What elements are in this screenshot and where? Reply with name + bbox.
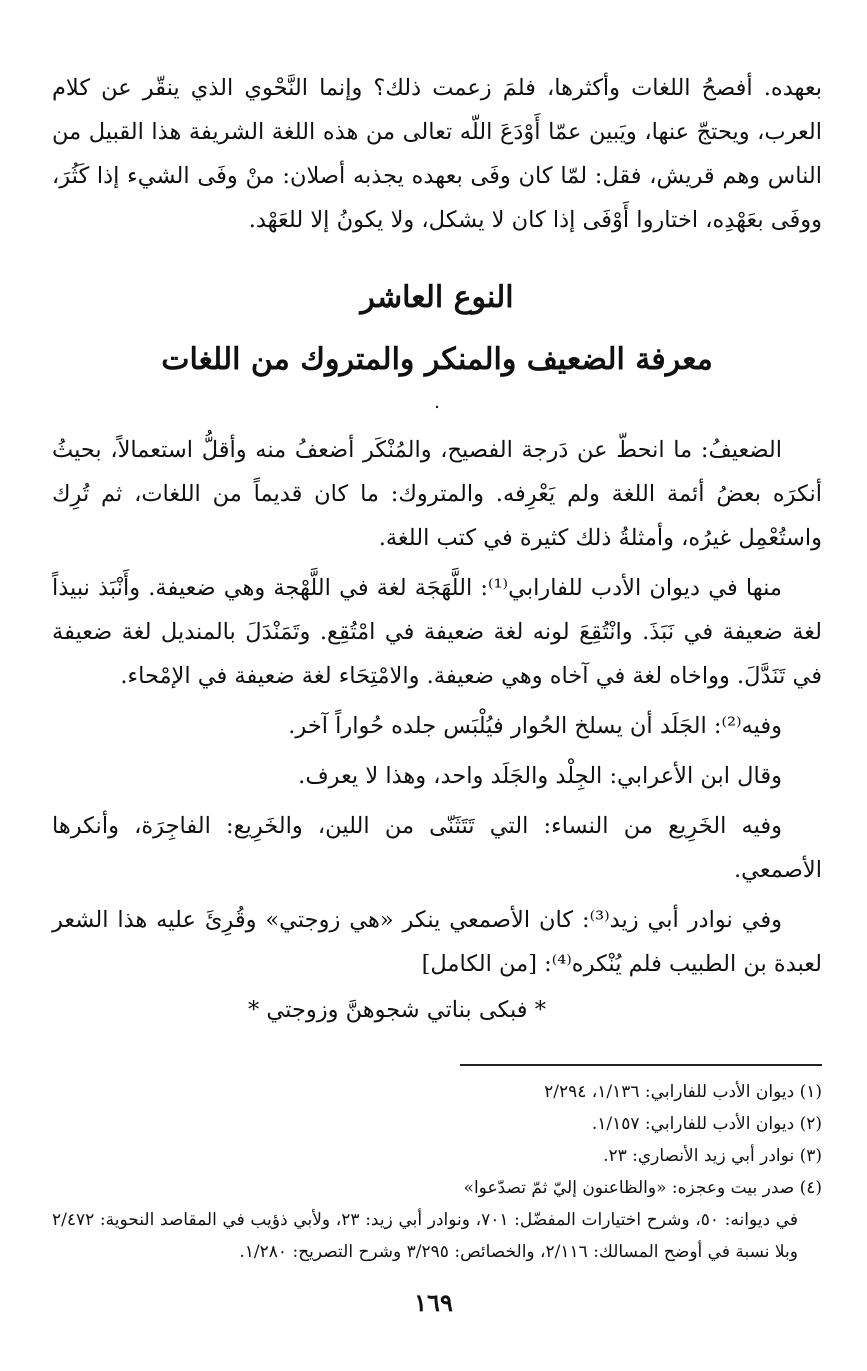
verse-line: * فبكى بناتي شجوهنَّ وزوجتي * xyxy=(248,997,546,1023)
kharie-paragraph: وفيه الخَرِيع من النساء: التي تَتَثَنّى من اللين، والخَرِيع: الفاجِرَة، وأنكرها الأصمعي. xyxy=(52,813,822,883)
section-title: معرفة الضعيف والمنكر والمتروك من اللغات xyxy=(161,342,713,377)
jalad-paragraph: وفيه⁽²⁾: الجَلَد أن يسلخ الحُوار فيُلْبَس جلده حُواراً آخر. xyxy=(288,713,782,739)
ibn-arabi-paragraph: وقال ابن الأعرابي: الجِلْد والجَلَد واحد، وهذا لا يعرف. xyxy=(298,763,782,789)
definition-paragraph: الضعيفُ: ما انحطّ عن دَرجة الفصيح، والمُنْكَر أضعفُ منه وأقلُّ استعمالاً، بحيثُ أنكرَه بعضُ أئمة اللغة ولم يَعْرِفه. والمتروك: ما كان قديماً من اللغات، ثم تُرِك واستُعْمِل غيرُه، وأمثلةُ ذلك كثيرة في كتب اللغة. xyxy=(52,437,822,551)
page-number: ١٦٩ xyxy=(414,1288,453,1317)
footnotes xyxy=(52,1076,822,1268)
footnote-4: (٤) صدر بيت وعجزه: «والظاعنون إليّ ثمّ تصدّعوا» xyxy=(463,1178,822,1198)
page-body xyxy=(52,66,822,1268)
footnote-3: (٣) نوادر أبي زيد الأنصاري: ٢٣. xyxy=(603,1146,822,1166)
abu-zayd-paragraph: وفي نوادر أبي زيد⁽³⁾: كان الأصمعي ينكر «هي زوجتي» وقُرِئَ عليه هذا الشعر لعبدة بن الطبيب فلم يُنْكره⁽⁴⁾: [من الكامل] xyxy=(52,907,822,977)
chapter-title: النوع العاشر xyxy=(360,280,514,315)
footnote-1: (١) ديوان الأدب للفارابي: ١/١٣٦، ٢/٢٩٤ xyxy=(544,1082,822,1102)
footnote-divider xyxy=(460,1064,822,1066)
footnote-4-continuation: في ديوانه: ٥٠، وشرح اختيارات المفضّل: ٧٠١، ونوادر أبي زيد: ٢٣، ولأبي ذؤيب في المقاصد النحوية: ٢/٤٧٢ وبلا نسبة في أوضح المسالك: ٢/١١٦، والخصائص: ٣/٢٩٥ وشرح التصريح: ١/٢٨٠. xyxy=(52,1210,799,1262)
footnote-2: (٢) ديوان الأدب للفارابي: ١/١٥٧. xyxy=(591,1114,822,1134)
section-separator: ٠ xyxy=(432,396,442,417)
farabi-paragraph: منها في ديوان الأدب للفارابي⁽¹⁾: اللَّهَجَة لغة في اللَّهْجة وهي ضعيفة. وأَنْبَذ نبيذاً لغة ضعيفة في نَبَذَ. وانْتُقِعَ لونه لغة ضعيفة في امْتُقِع. وتَمَنْدَلَ بالمنديل لغة ضعيفة في تَنَدَّلَ. وواخاه لغة في آخاه وهي ضعيفة. والامْتِحَاء لغة ضعيفة في الإمْحاء. xyxy=(52,575,822,689)
opening-paragraph: بعهده. أفصحُ اللغات وأكثرها، فلمَ زعمت ذلك؟ وإنما النَّحْوي الذي ينقّر عن كلام العرب، ويحتجّ عنها، ويَبين عمّا أَوْدَعَ اللّه تعالى من هذه اللغة الشريفة هذا القبيل من الناس وهم قريش، فقل: لمّا كان وفَى بعهده يجذبه أصلان: منْ وفَى الشيء إذا كَثُرَ، ووفَى بعَهْدِه، اختاروا أَوْفَى إذا كان لا يشكل، ولا يكونُ إلا للعَهْد. xyxy=(52,75,822,233)
